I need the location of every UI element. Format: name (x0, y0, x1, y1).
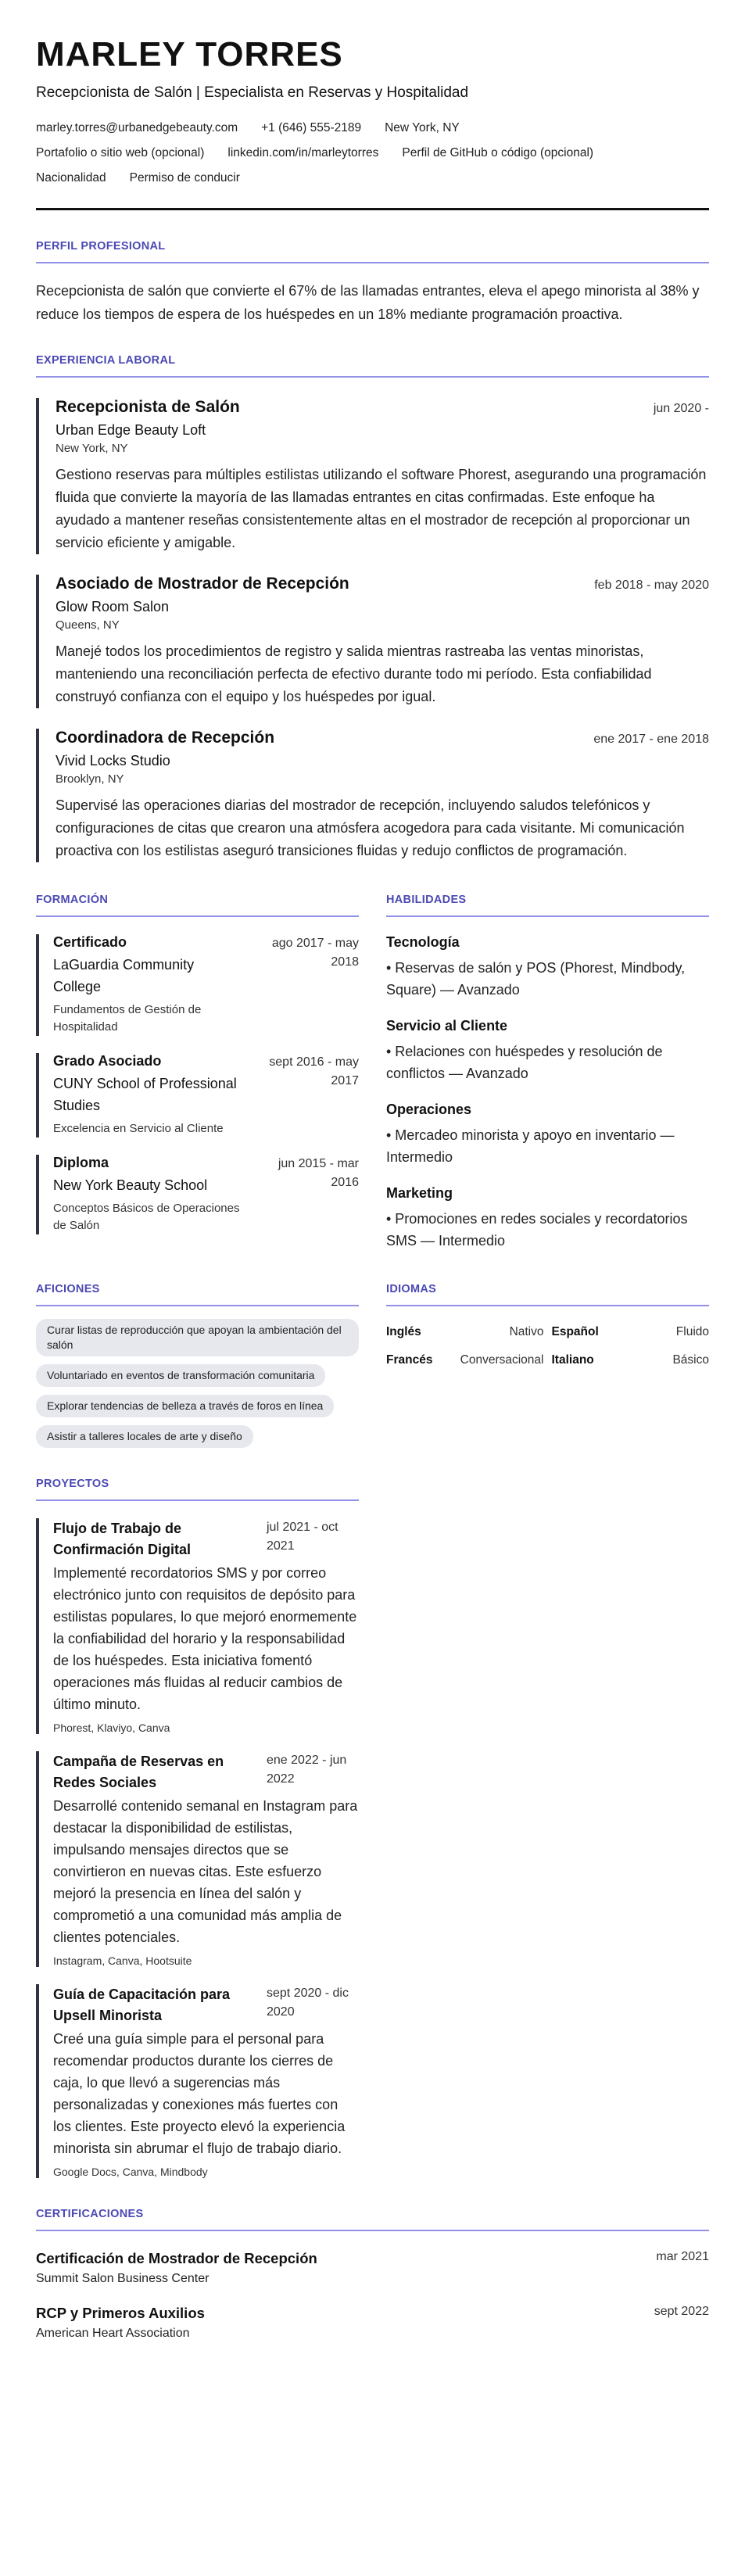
skills-section (386, 894, 709, 1252)
job-description: Supervisé las operaciones diarias del mostrador de recepción, incluyendo saludos telefónicos y configuraciones de citas que crearon una atmósfera acogedora para cada visitante. Mi comunicación proactiva con los estilistas aseguró transiciones fluidas y redujo conflictos de programación. (56, 797, 685, 858)
job-date: ene 2017 - ene 2018 (593, 733, 709, 746)
certification-name: Certificación de Mostrador de Recepción (36, 2250, 317, 2266)
github-link[interactable]: Perfil de GitHub o código (opcional) (402, 146, 594, 159)
company-name: Glow Room Salon (56, 599, 170, 614)
job-date: feb 2018 - may 2020 (594, 579, 709, 592)
project-date: sept 2020 - dic 2020 (267, 1987, 349, 2019)
language-name: Francés (386, 1353, 433, 1367)
school-name: CUNY School of Professional Studies (53, 1076, 237, 1113)
certification-issuer: American Heart Association (36, 2327, 190, 2340)
project-name: Campaña de Reservas en Redes Sociales (53, 1754, 224, 1790)
language-name: Español (551, 1325, 599, 1338)
section-divider (36, 262, 709, 263)
language-name: Italiano (551, 1353, 594, 1367)
section-title-summary: PERFIL PROFESIONAL (36, 240, 166, 253)
phone[interactable]: +1 (646) 555-2189 (261, 121, 362, 134)
education-item (36, 1053, 359, 1138)
language-name: Inglés (386, 1325, 421, 1338)
job-title: Recepcionista de Salón (56, 398, 240, 416)
certification-issuer: Summit Salon Business Center (36, 2272, 210, 2285)
school-name: LaGuardia Community College (53, 957, 195, 994)
job-title: Asociado de Mostrador de Recepción (56, 575, 349, 593)
skill-category: Tecnología (386, 934, 460, 950)
job-description: Manejé todos los procedimientos de registro y salida mientras rastreaba las ventas minoristas, manteniendo una reconciliación perfecta de efectivo durante todo mi período. Esta confiabilidad construyó confianza con el equipo y los huéspedes por igual. (56, 643, 652, 704)
project-item (36, 1518, 359, 1734)
section-title-certifications: CERTIFICACIONES (36, 2208, 144, 2220)
language-item (386, 1325, 544, 1339)
section-divider (36, 1305, 359, 1306)
education-skills-row (36, 894, 709, 1252)
headline: Recepcionista de Salón | Especialista en Reservas y Hospitalidad (36, 84, 469, 101)
skill-item: • Relaciones con huéspedes y resolución de conflictos — Avanzado (386, 1044, 663, 1081)
degree: Diploma (53, 1155, 109, 1170)
language-item (552, 1353, 710, 1367)
field-of-study: Fundamentos de Gestión de Hospitalidad (53, 1003, 202, 1034)
project-name: Flujo de Trabajo de Confirmación Digital (53, 1521, 192, 1557)
hobby-tag: Voluntariado en eventos de transformación comunitaria (36, 1364, 325, 1387)
degree: Certificado (53, 934, 127, 950)
education-item (36, 934, 359, 1036)
language-level: Básico (672, 1353, 709, 1367)
experience-item (36, 575, 709, 708)
job-date: jun 2020 - (653, 402, 709, 415)
education-date: ago 2017 - may 2018 (271, 937, 359, 969)
job-location: Brooklyn, NY (56, 772, 124, 786)
section-title-hobbies: AFICIONES (36, 1283, 100, 1295)
email[interactable]: marley.torres@urbanedgebeauty.com (36, 121, 238, 134)
projects-section (36, 1478, 359, 2178)
job-location: New York, NY (56, 442, 128, 455)
certifications-section (36, 2208, 709, 2341)
project-date: ene 2022 - jun 2022 (267, 1754, 347, 1786)
job-title: Coordinadora de Recepción (56, 729, 275, 747)
education-item (36, 1155, 359, 1234)
degree: Grado Asociado (53, 1053, 162, 1069)
section-divider (36, 376, 709, 378)
location: New York, NY (385, 121, 460, 134)
experience-item (36, 398, 709, 554)
job-description: Gestiono reservas para múltiples estilistas utilizando el software Phorest, asegurando una programación fluida que convierte la mayoría de las llamadas entrantes en citas confirmadas. Este enfoque ha ayudado a mantener reseñas consistentemente altas en el mostrador de recepción al proporcionar un servicio eficiente y amigable. (56, 467, 707, 550)
website-link[interactable]: Portafolio o sitio web (opcional) (36, 146, 205, 159)
language-level: Conversacional (460, 1353, 544, 1367)
project-date: jul 2021 - oct 2021 (267, 1521, 338, 1553)
language-level: Fluido (675, 1325, 709, 1338)
summary-text: Recepcionista de salón que convierte el 67% de las llamadas entrantes, eleva el apego minorista al 38% y reduce los tiempos de espera de los huéspedes en un 18% mediante programación proactiva. (36, 283, 700, 322)
section-divider (36, 2230, 709, 2231)
project-name: Guía de Capacitación para Upsell Minorista (53, 1987, 231, 2023)
header (36, 34, 709, 191)
section-title-experience: EXPERIENCIA LABORAL (36, 354, 176, 367)
education-section (36, 894, 359, 1252)
section-divider (386, 1305, 709, 1306)
section-divider (386, 915, 709, 917)
linkedin-link[interactable]: linkedin.com/in/marleytorres (227, 146, 379, 159)
candidate-name: MARLEY TORRES (36, 35, 343, 73)
job-location: Queens, NY (56, 618, 120, 632)
project-tools: Phorest, Klaviyo, Canva (53, 1722, 170, 1734)
hobbies-languages-row (36, 1283, 709, 1448)
language-item (386, 1353, 544, 1367)
education-date: jun 2015 - mar 2016 (278, 1157, 359, 1189)
hobby-tag: Explorar tendencias de belleza a través de foros en línea (36, 1395, 334, 1417)
section-divider (36, 1499, 359, 1501)
project-description: Implementé recordatorios SMS y por correo electrónico junto con requisitos de depósito para estilistas populares, lo que mejoró enormemente la confiabilidad del horario y la responsabilidad de los huéspedes. Esta iniciativa fomentó operaciones más fluidas al reducir cambios de último minuto. (53, 1565, 357, 1712)
languages-section (386, 1283, 709, 1448)
hobbies-section (36, 1283, 359, 1448)
skill-item: • Promociones en redes sociales y recordatorios SMS — Intermedio (386, 1211, 688, 1249)
certification-date: sept 2022 (654, 2305, 709, 2318)
skill-category: Marketing (386, 1185, 453, 1201)
project-tools: Instagram, Canva, Hootsuite (53, 1954, 192, 1967)
language-item (552, 1325, 710, 1339)
language-level: Nativo (509, 1325, 544, 1338)
header-divider (36, 208, 709, 210)
section-title-languages: IDIOMAS (386, 1283, 437, 1295)
project-description: Creé una guía simple para el personal para recomendar productos durante los cierres de caja, lo que llevó a sugerencias más personalizadas y conexiones más fuertes con los clientes. Este proyecto elevó la experiencia minorista sin abrumar el flujo de trabajo diario. (53, 2031, 346, 2156)
nationality: Nacionalidad (36, 171, 106, 185)
section-title-education: FORMACIÓN (36, 894, 109, 906)
project-item (36, 1984, 359, 2178)
skill-item: • Reservas de salón y POS (Phorest, Mindbody, Square) — Avanzado (386, 960, 686, 998)
hobby-tag: Curar listas de reproducción que apoyan la ambientación del salón (36, 1319, 359, 1356)
hobby-tag: Asistir a talleres locales de arte y diseño (36, 1425, 253, 1448)
project-item (36, 1751, 359, 1967)
school-name: New York Beauty School (53, 1177, 208, 1193)
project-tools: Google Docs, Canva, Mindbody (53, 2166, 208, 2178)
project-description: Desarrollé contenido semanal en Instagram para destacar la disponibilidad de estilistas, impulsando mensajes directos que se convirtieron en nuevas citas. Este esfuerzo mejoró la presencia en línea del salón y comprometió a una comunidad más amplia de clientes potenciales. (53, 1798, 358, 1945)
field-of-study: Excelencia en Servicio al Cliente (53, 1122, 224, 1135)
certification-date: mar 2021 (656, 2250, 709, 2263)
contact-info (36, 116, 709, 191)
education-date: sept 2016 - may 2017 (269, 1055, 359, 1087)
section-title-projects: PROYECTOS (36, 1478, 109, 1490)
company-name: Vivid Locks Studio (56, 753, 170, 769)
certification-item (36, 2250, 709, 2286)
drivers-license: Permiso de conducir (129, 171, 240, 185)
experience-item (36, 729, 709, 862)
certification-name: RCP y Primeros Auxilios (36, 2305, 205, 2321)
field-of-study: Conceptos Básicos de Operaciones de Salón (53, 1202, 240, 1232)
skill-category: Servicio al Cliente (386, 1018, 508, 1034)
section-divider (36, 915, 359, 917)
skill-category: Operaciones (386, 1102, 472, 1117)
section-title-skills: HABILIDADES (386, 894, 467, 906)
skill-item: • Mercadeo minorista y apoyo en inventario — Intermedio (386, 1127, 675, 1165)
certification-item (36, 2305, 709, 2341)
company-name: Urban Edge Beauty Loft (56, 422, 206, 438)
